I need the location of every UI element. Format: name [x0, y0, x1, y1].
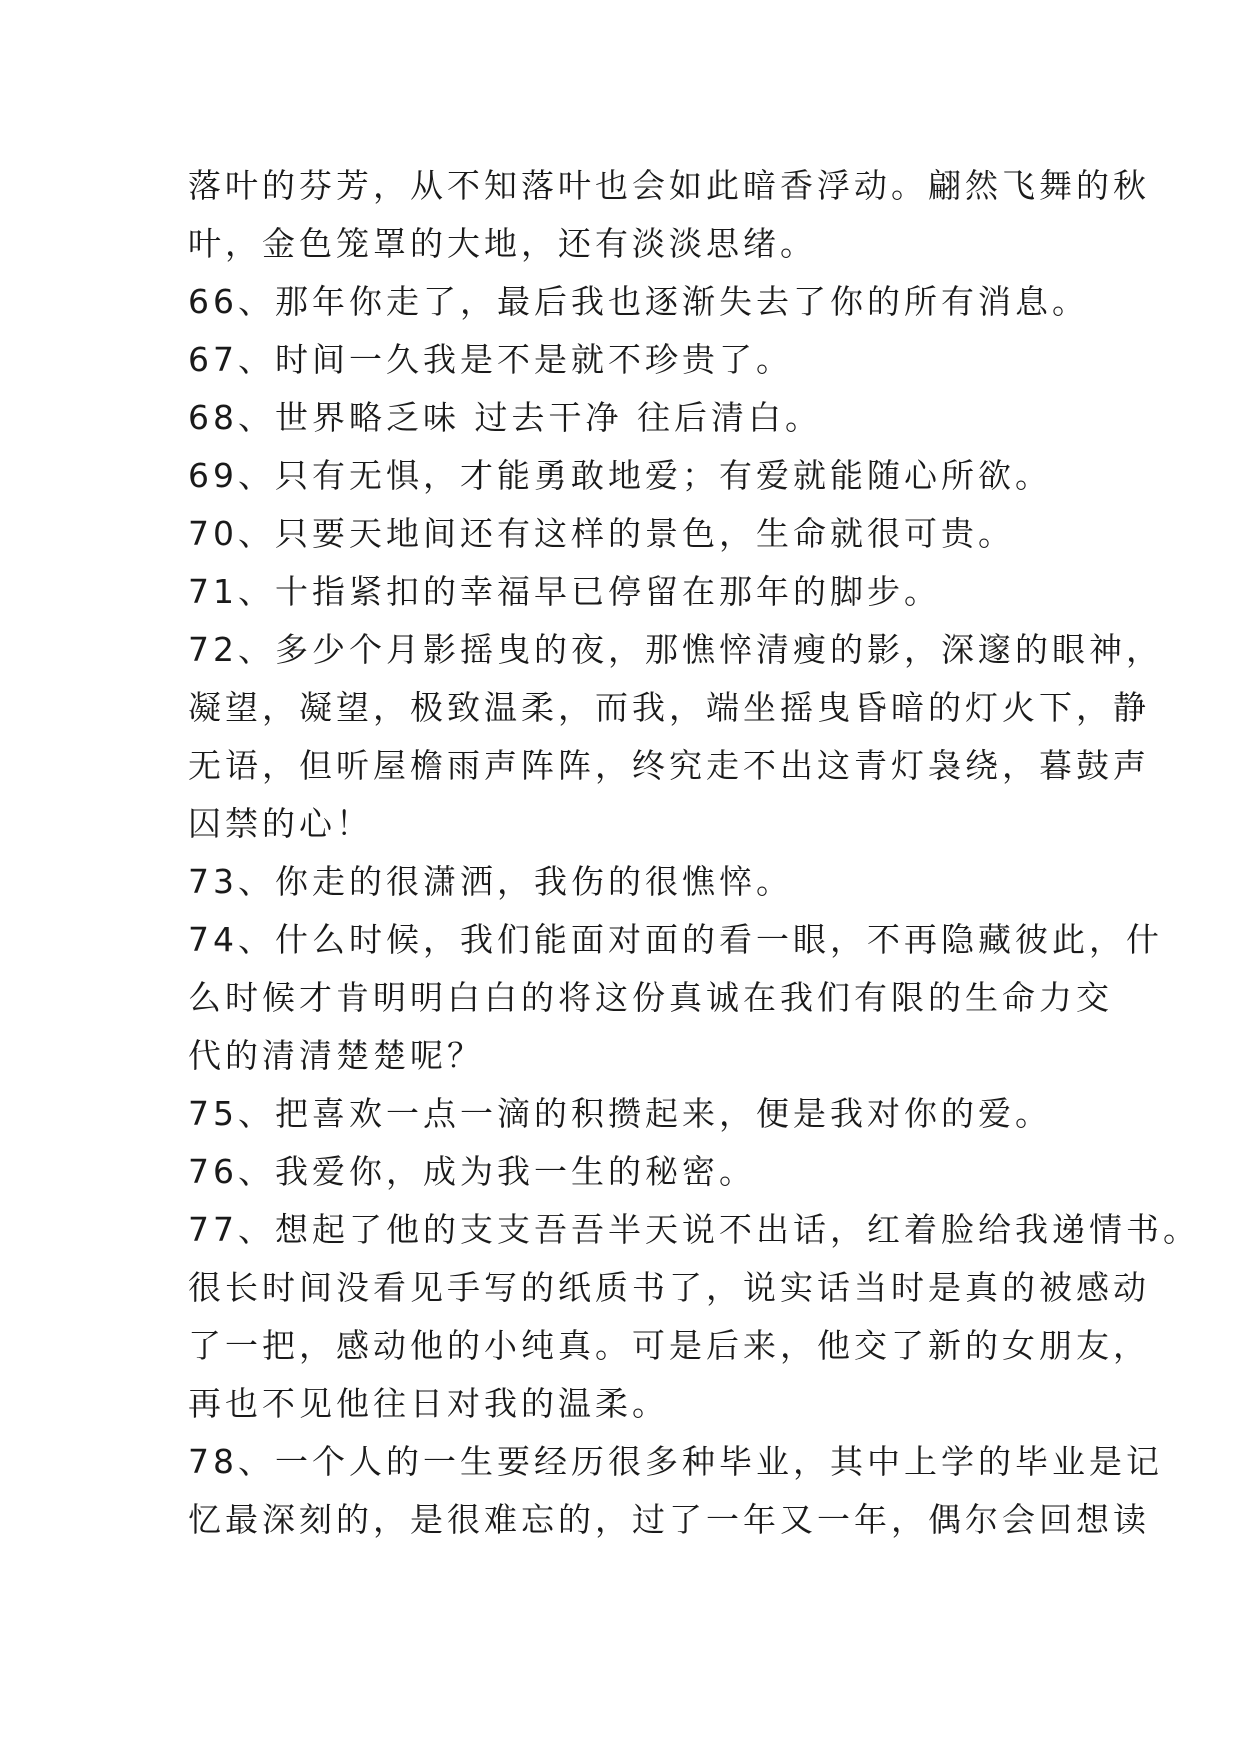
text-line: 忆最深刻的，是很难忘的，过了一年又一年，偶尔会回想读: [188, 1500, 1150, 1539]
text-line: 再也不见他往日对我的温柔。: [188, 1384, 669, 1423]
text-line: 77、想起了他的支支吾吾半天说不出话，红着脸给我递情书。: [188, 1210, 1200, 1249]
text-line: 73、你走的很潇洒，我伤的很憔悴。: [188, 862, 793, 901]
text-line: 67、时间一久我是不是就不珍贵了。: [188, 340, 793, 379]
text-line: 囚禁的心！: [188, 804, 373, 843]
text-line: 72、多少个月影摇曳的夜，那憔悴清瘦的影，深邃的眼神，: [188, 630, 1163, 669]
text-line: 落叶的芬芳，从不知落叶也会如此暗香浮动。翩然飞舞的秋: [188, 166, 1150, 205]
text-line: 无语，但听屋檐雨声阵阵，终究走不出这青灯袅绕，暮鼓声: [188, 746, 1150, 785]
text-line: 76、我爱你，成为我一生的秘密。: [188, 1152, 756, 1191]
text-line: 71、十指紧扣的幸福早已停留在那年的脚步。: [188, 572, 941, 611]
text-line: 代的清清楚楚呢？: [188, 1036, 484, 1075]
text-line: 很长时间没看见手写的纸质书了，说实话当时是真的被感动: [188, 1268, 1150, 1307]
text-line: 74、什么时候，我们能面对面的看一眼，不再隐藏彼此，什: [188, 920, 1163, 959]
text-line: 68、世界略乏味 过去干净 往后清白。: [188, 398, 822, 437]
text-line: 69、只有无惧，才能勇敢地爱；有爱就能随心所欲。: [188, 456, 1052, 495]
document-body: [188, 157, 1200, 1549]
text-line: 66、那年你走了，最后我也逐渐失去了你的所有消息。: [188, 282, 1089, 321]
text-line: 75、把喜欢一点一滴的积攒起来，便是我对你的爱。: [188, 1094, 1052, 1133]
text-line: 78、一个人的一生要经历很多种毕业，其中上学的毕业是记: [188, 1442, 1163, 1481]
text-line: 叶，金色笼罩的大地，还有淡淡思绪。: [188, 224, 817, 263]
text-line: 了一把，感动他的小纯真。可是后来，他交了新的女朋友，: [188, 1326, 1150, 1365]
text-line: 凝望，凝望，极致温柔，而我，端坐摇曳昏暗的灯火下，静: [188, 688, 1150, 727]
text-line: 70、只要天地间还有这样的景色，生命就很可贵。: [188, 514, 1015, 553]
text-line: 么时候才肯明明白白的将这份真诚在我们有限的生命力交: [188, 978, 1113, 1017]
